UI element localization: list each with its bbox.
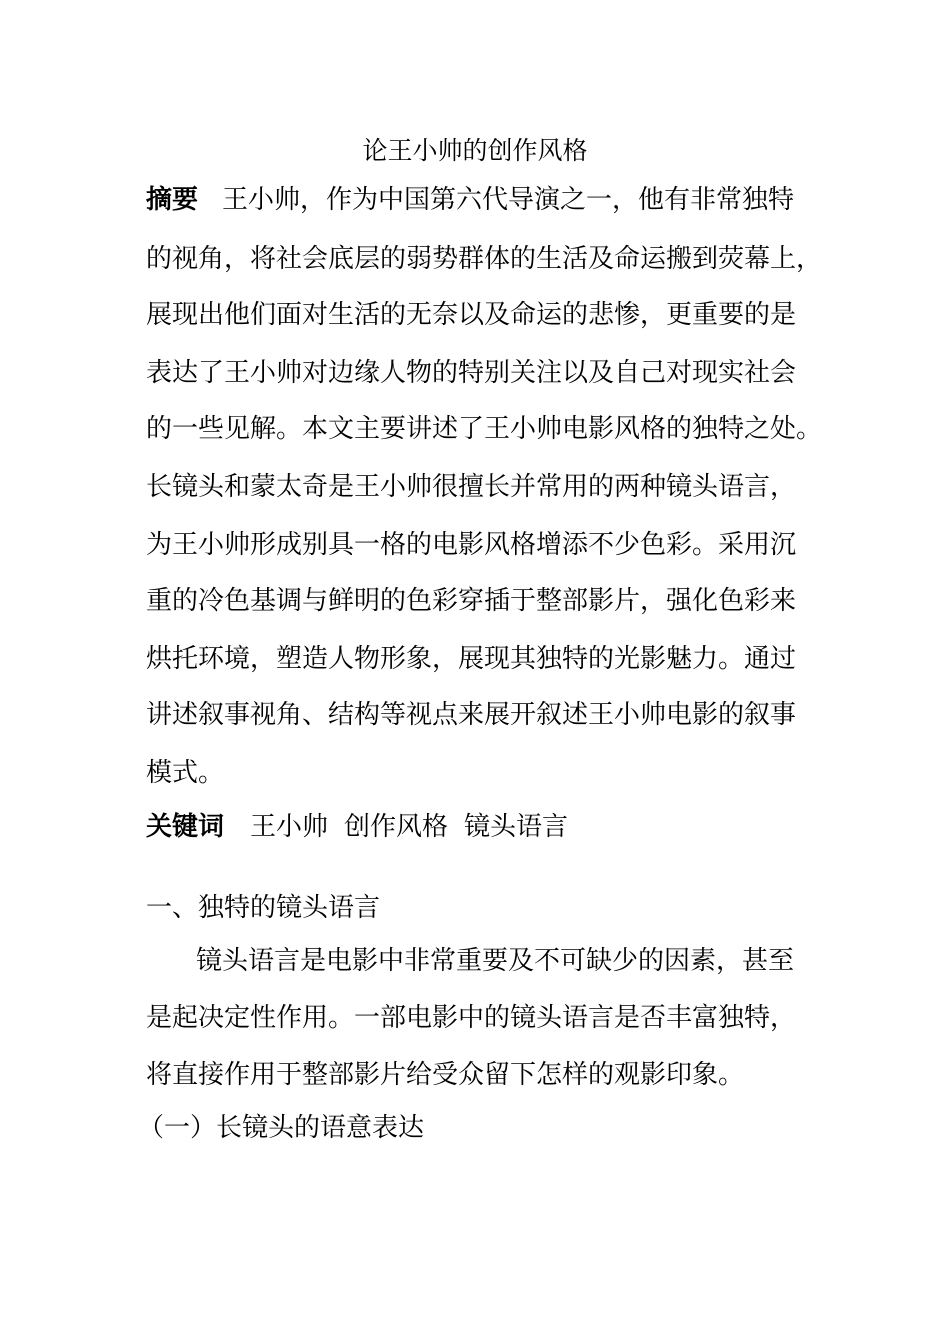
section-heading: 一、独特的镜头语言 (146, 893, 381, 923)
paragraph-line-2: 是起决定性作用。一部电影中的镜头语言是否丰富独特， (146, 1003, 797, 1033)
keyword-item: 创作风格 (344, 812, 449, 842)
abstract-line-8: 重的冷色基调与鲜明的色彩穿插于整部影片，强化色彩来 (146, 586, 797, 616)
document-title: 论王小帅的创作风格 (362, 136, 588, 165)
abstract-line-1 (146, 182, 794, 218)
abstract-line-9: 烘托环境，塑造人物形象，展现其独特的光影魅力。通过 (146, 644, 797, 674)
keyword-item: 王小帅 (250, 812, 329, 842)
abstract-line-11: 模式。 (146, 758, 225, 788)
paragraph-line-3: 将直接作用于整部影片给受众留下怎样的观影印象。 (146, 1060, 745, 1090)
paragraph-line-1: 镜头语言是电影中非常重要及不可缺少的因素，甚至 (196, 946, 795, 976)
abstract-line-7: 为王小帅形成别具一格的电影风格增添不少色彩。采用沉 (146, 530, 797, 560)
keyword-item: 镜头语言 (464, 812, 569, 842)
keywords-line (146, 809, 568, 845)
abstract-line-4: 表达了王小帅对边缘人物的特别关注以及自己对现实社会 (146, 358, 797, 388)
subsection-heading: （一）长镜头的语意表达 (138, 1113, 425, 1143)
abstract-text: 王小帅，作为中国第六代导演之一，他有非常独特 (222, 185, 795, 215)
abstract-line-3: 展现出他们面对生活的无奈以及命运的悲惨，更重要的是 (146, 300, 797, 330)
abstract-line-5: 的一些见解。本文主要讲述了王小帅电影风格的独特之处。 (146, 414, 823, 444)
abstract-label: 摘要 (146, 185, 199, 215)
abstract-line-2: 的视角，将社会底层的弱势群体的生活及命运搬到荧幕上， (146, 244, 823, 274)
abstract-line-10: 讲述叙事视角、结构等视点来展开叙述王小帅电影的叙事 (146, 700, 797, 730)
abstract-line-6: 长镜头和蒙太奇是王小帅很擅长并常用的两种镜头语言， (146, 472, 797, 502)
keywords-label: 关键词 (146, 812, 225, 842)
